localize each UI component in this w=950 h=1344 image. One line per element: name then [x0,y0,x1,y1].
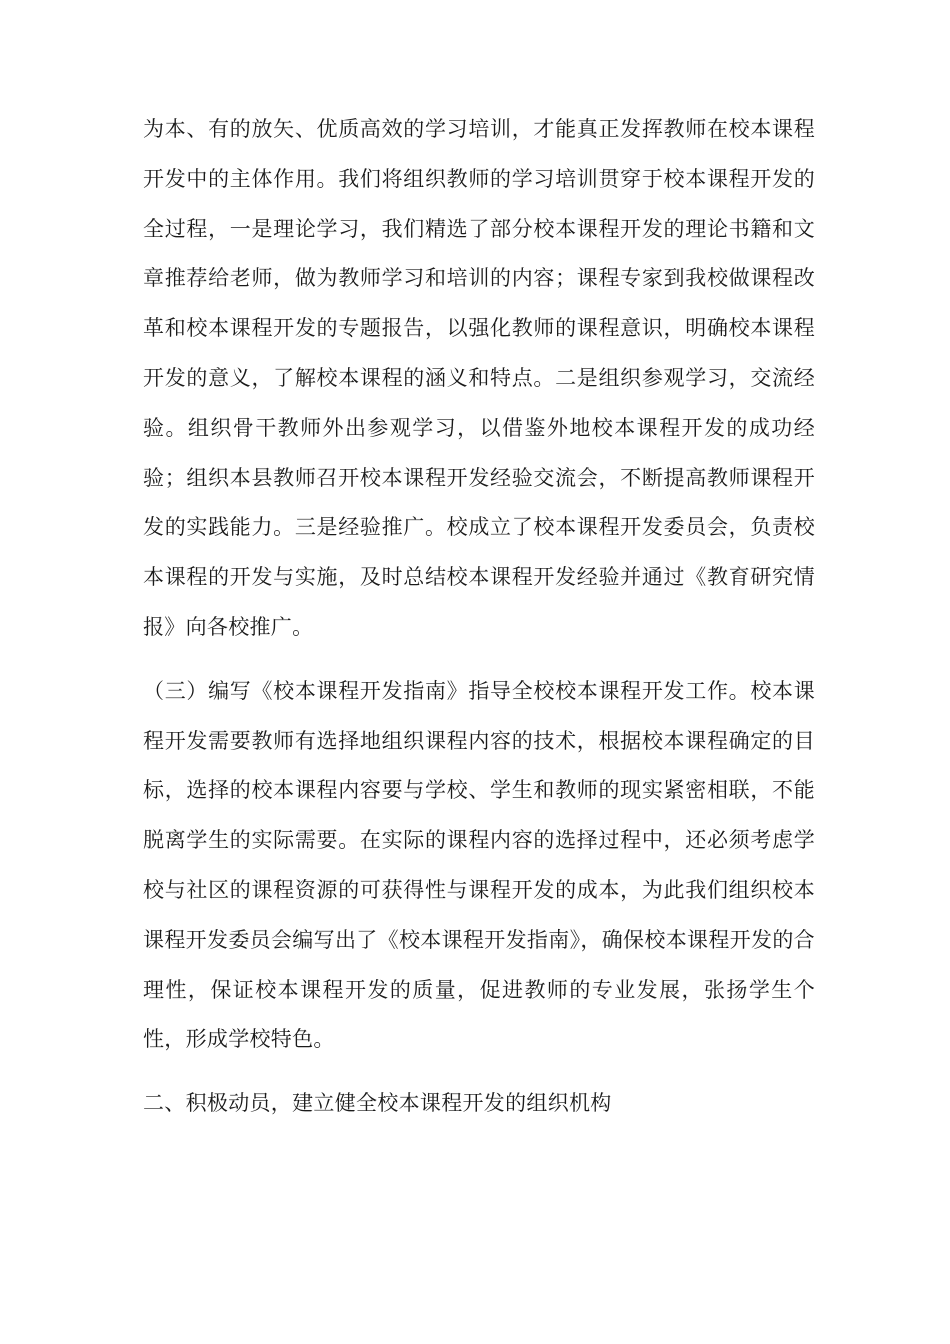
section-heading: 二、积极动员，建立健全校本课程开发的组织机构 [143,1091,612,1116]
document-body [143,105,815,1129]
paragraph-development-guide: （三）编写《校本课程开发指南》指导全校校本课程开发工作。校本课程开发需要教师有选择地组织课程内容的技术，根据校本课程确定的目标，选择的校本课程内容要与学校、学生和教师的现实紧密相联，不能脱离学生的实际需要。在实际的课程内容的选择过程中，还必须考虑学校与社区的课程资源的可获得性与课程开发的成本，为此我们组织校本课程开发委员会编写出了《校本课程开发指南》，确保校本课程开发的合理性，保证校本课程开发的质量，促进教师的专业发展，张扬学生个性，形成学校特色。 [143,678,815,1052]
paragraph-teacher-training: 为本、有的放矢、优质高效的学习培训，才能真正发挥教师在校本课程开发中的主体作用。我们将组织教师的学习培训贯穿于校本课程开发的全过程，一是理论学习，我们精选了部分校本课程开发的理论书籍和文章推荐给老师，做为教师学习和培训的内容；课程专家到我校做课程改革和校本课程开发的专题报告，以强化教师的课程意识，明确校本课程开发的意义，了解校本课程的涵义和特点。二是组织参观学习，交流经验。组织骨干教师外出参观学习，以借鉴外地校本课程开发的成功经验；组织本县教师召开校本课程开发经验交流会，不断提高教师课程开发的实践能力。三是经验推广。校成立了校本课程开发委员会，负责校本课程的开发与实施，及时总结校本课程开发经验并通过《教育研究情报》向各校推广。 [143,117,815,639]
